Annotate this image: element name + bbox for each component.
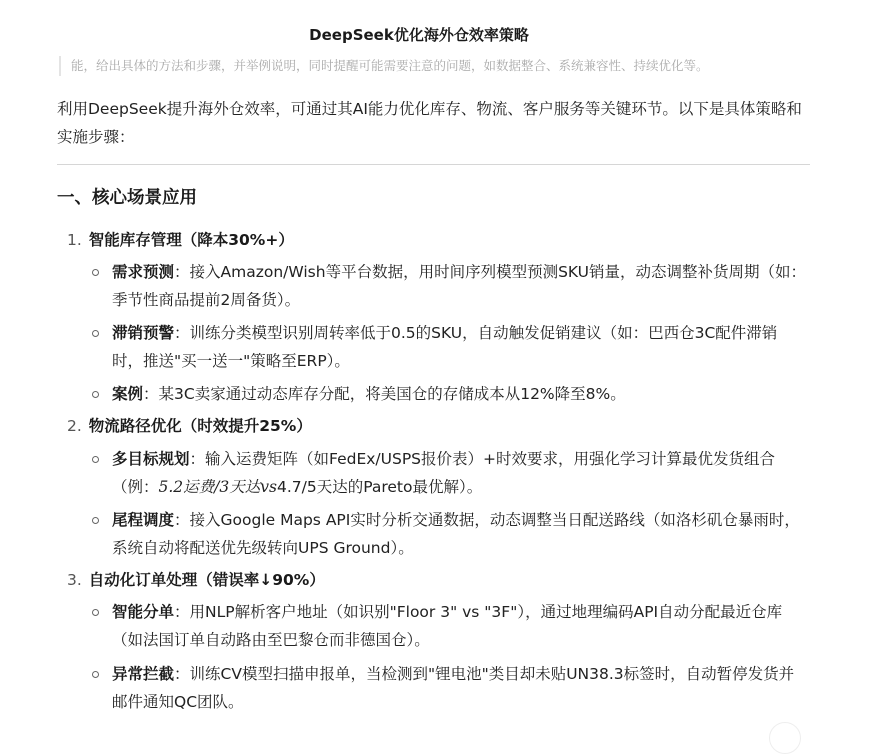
section-title: 智能库存管理（降本30%+） bbox=[88, 231, 294, 249]
divider bbox=[57, 164, 810, 165]
list-item bbox=[92, 258, 808, 314]
item-text: ：输入运费矩阵（如FedEx/USPS报价表）+时效要求，用强化学习计算最优发货组合 bbox=[189, 450, 776, 468]
quoted-prompt: 能，给出具体的方法和步骤，并举例说明，同时提醒可能需要注意的问题，如数据整合、系统兼容性、持续优化等。 bbox=[59, 56, 709, 76]
item-text: ：训练CV模型扫描申报单，当检测到"锂电池"类目却未贴UN38.3标签时，自动暂停发货并邮件通知QC团队。 bbox=[112, 665, 795, 711]
scroll-button[interactable] bbox=[769, 722, 801, 754]
item-label: 多目标规划 bbox=[112, 450, 190, 468]
section-title: 物流路径优化（时效提升25%） bbox=[88, 417, 312, 435]
list-item-section-1 bbox=[67, 228, 294, 252]
list-item bbox=[92, 598, 808, 654]
section-heading: 一、核心场景应用 bbox=[57, 188, 197, 208]
item-text: 4.7/5天达的Pareto最优解）。 bbox=[276, 478, 483, 496]
item-label: 需求预测 bbox=[112, 263, 175, 281]
item-label: 案例 bbox=[112, 385, 144, 403]
item-label: 智能分单 bbox=[112, 603, 175, 621]
item-text: ：接入Google Maps API实时分析交通数据，动态调整当日配送路线（如洛杉矶仓暴雨时，系统自动将配送优先级转向UPS Ground）。 bbox=[112, 511, 800, 557]
bullet-icon bbox=[92, 330, 99, 337]
list-item bbox=[92, 445, 808, 501]
item-text: ：用NLP解析客户地址（如识别"Floor 3" vs "3F"），通过地理编码API自动分配最近仓库（如法国订单自动路由至巴黎仓而非德国仓）。 bbox=[112, 603, 783, 649]
bullet-icon bbox=[92, 269, 99, 276]
bullet-icon bbox=[92, 517, 99, 524]
list-item-section-2 bbox=[67, 414, 312, 438]
bullet-icon bbox=[92, 671, 99, 678]
item-text: ：接入Amazon/Wish等平台数据，用时间序列模型预测SKU销量，动态调整补货周期（如：季节性商品提前2周备货）。 bbox=[112, 263, 807, 309]
item-text: ：训练分类模型识别周转率低于0.5的SKU，自动触发促销建议（如：巴西仓3C配件滞销时，推送"买一送一"策略至ERP）。 bbox=[112, 324, 778, 370]
list-item bbox=[92, 380, 808, 408]
section-title: 自动化订单处理（错误率↓90%） bbox=[88, 571, 325, 589]
item-text: ：某3C卖家通过动态库存分配，将美国仓的存储成本从12%降至8%。 bbox=[143, 385, 626, 403]
item-text: （例： bbox=[112, 478, 159, 496]
intro-paragraph: 利用DeepSeek提升海外仓效率，可通过其AI能力优化库存、物流、客户服务等关键环节。以下是具体策略和实施步骤： bbox=[57, 100, 802, 146]
item-label: 异常拦截 bbox=[112, 665, 175, 683]
list-item bbox=[92, 319, 808, 375]
list-item-section-3 bbox=[67, 568, 325, 592]
math-formula: 5.2运费/3天达vs bbox=[158, 478, 277, 496]
item-label: 滞销预警 bbox=[112, 324, 175, 342]
list-item bbox=[92, 506, 808, 562]
list-item bbox=[92, 660, 808, 716]
item-label: 尾程调度 bbox=[112, 511, 175, 529]
page-title: DeepSeek优化海外仓效率策略 bbox=[309, 26, 529, 44]
list-number: 1. bbox=[67, 231, 82, 249]
list-number: 3. bbox=[67, 571, 82, 589]
bullet-icon bbox=[92, 456, 99, 463]
list-number: 2. bbox=[67, 417, 82, 435]
bullet-icon bbox=[92, 391, 99, 398]
bullet-icon bbox=[92, 609, 99, 616]
